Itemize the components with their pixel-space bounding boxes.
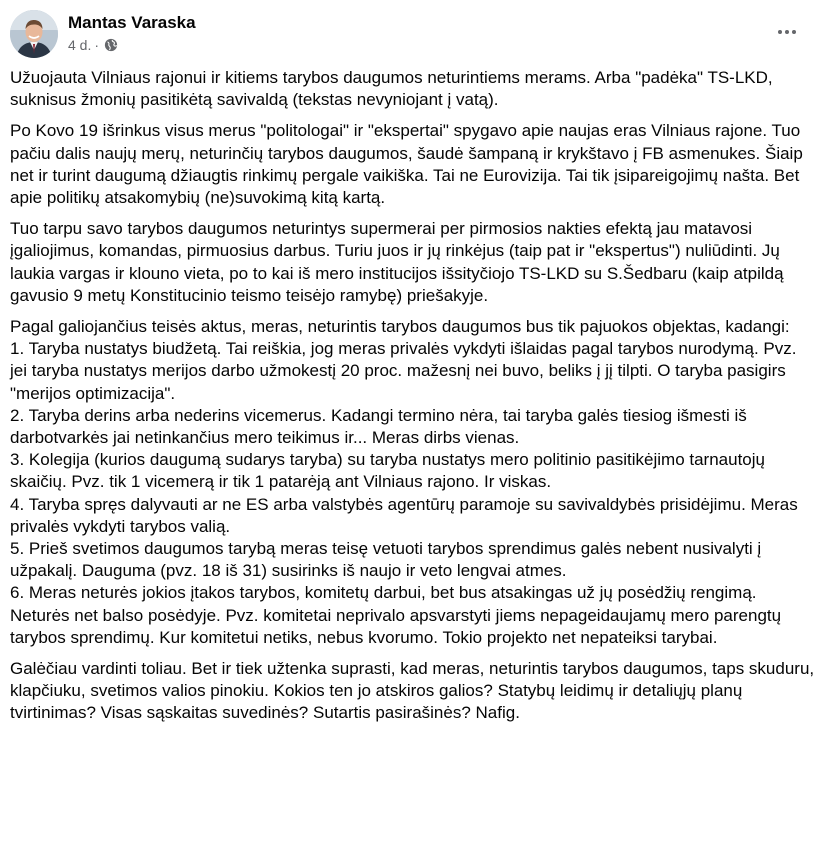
post-paragraph: Tuo tarpu savo tarybos daugumos neturintys supermerai per pirmosios nakties efektą jau matavosi įgaliojimus, komandas, pirmuosius darbus. Turiu juos ir jų rinkėjus (taip pat ir "ekspertus") nuliūdinti. Jų laukia vargas ir klouno vieta, po to kai iš mero institucijos išsityčiojo TS-LKD su S.Šedbaru (kaip atpildą gavusio 9 metų Konstitucinio teismo teisėjo ramybę) priešakyje. xyxy=(10,219,784,305)
post-paragraph: Galėčiau vardinti toliau. Bet ir tiek užtenka suprasti, kad meras, neturintis tarybos daugumos, taps skuduru, klapčiuku, svetimos valios pinokiu. Kokios ten jo atskiros galios? Statybų leidimų ir detaliųjų planų tvirtinimas? Visas sąskaitas suvedinės? Sutartis pasirašinės? Nafig. xyxy=(10,659,815,723)
post-header xyxy=(10,10,817,64)
author-avatar[interactable] xyxy=(10,10,58,58)
more-options-button[interactable] xyxy=(769,14,805,50)
post-paragraph: Pagal galiojančius teisės aktus, meras, neturintis tarybos daugumos bus tik pajuokos objektas, kadangi: 1. Taryba nustatys biudžetą. Tai reiškia, jog meras privalės vykdyti išlaidas pagal tarybos nurodymą. Pvz. jei taryba nustatys merijos darbo užmokestį 20 proc. mažesnį nei buvo, beliks į jį tilpti. O taryba pasigirs "merijos optimizacija". 2. Taryba derins arba nederins vicemerus. Kadangi termino nėra, tai taryba galės tiesiog išmesti iš darbotvarkės jai netinkančius mero teikimus ir... Meras dirbs vienas. 3. Kolegija (kurios daugumą sudarys taryba) su taryba nustatys mero politinio pasitikėjimo tarnautojų skaičių. Pvz. tik 1 vicemerą ir tik 1 patarėją ant Vilniaus rajono. Ir viskas. 4. Taryba spręs dalyvauti ar ne ES arba valstybės agentūrų paramoje su savivaldybės prisidėjimu. Meras privalės vykdyti tarybos valią. 5. Prieš svetimos daugumos tarybą meras teisę vetuoti tarybos sprendimus galės nebent nusivalyti į užpakalį. Dauguma (pvz. 18 iš 31) susirinks iš naujo ir veto lengvai atmes. 6. Meras neturės jokios įtakos tarybos, komitetų darbui, bet bus atsakingas už jų posėdžių rengimą. Neturės net balso posėdyje. Pvz. komitetai neprivalo apsvarstyti jiems nepageidaujamų mero parengtų tarybos sprendimų. Kur komitetui netiks, nebus kvorumo. Tokio projekto net nepateiksi tarybai. xyxy=(10,317,798,647)
author-name[interactable]: Mantas Varaska xyxy=(68,13,196,32)
meta-separator: · xyxy=(94,37,100,53)
post-paragraph: Užuojauta Vilniaus rajonui ir kitiems tarybos daugumos neturintiems merams. Arba "padėka" TS-LKD, suknisus žmonių pasitikėtą savivaldą (tekstas nevyniojant į vatą). xyxy=(10,68,773,110)
post-timestamp[interactable]: 4 d. xyxy=(68,37,92,53)
post-body xyxy=(10,67,818,734)
globe-icon[interactable] xyxy=(104,38,118,52)
post-paragraph: Po Kovo 19 išrinkus visus merus "politologai" ir "ekspertai" spygavo apie naujas eras Vilniaus rajone. Tuo pačiu dalis naujų merų, neturinčių tarybos daugumos, šaudė šampaną ir krykštavo į FB asmenukes. Šiaip net ir turint daugumą džiaugtis rinkimų pergale vaikiška. Tai ne Eurovizija. Tai tik įsipareigojimų našta. Bet apie politikų atsakomybių (ne)suvokimą kitą kartą. xyxy=(10,121,803,208)
avatar-photo xyxy=(10,10,58,58)
post-meta xyxy=(68,37,118,53)
more-options-icon xyxy=(778,30,796,34)
